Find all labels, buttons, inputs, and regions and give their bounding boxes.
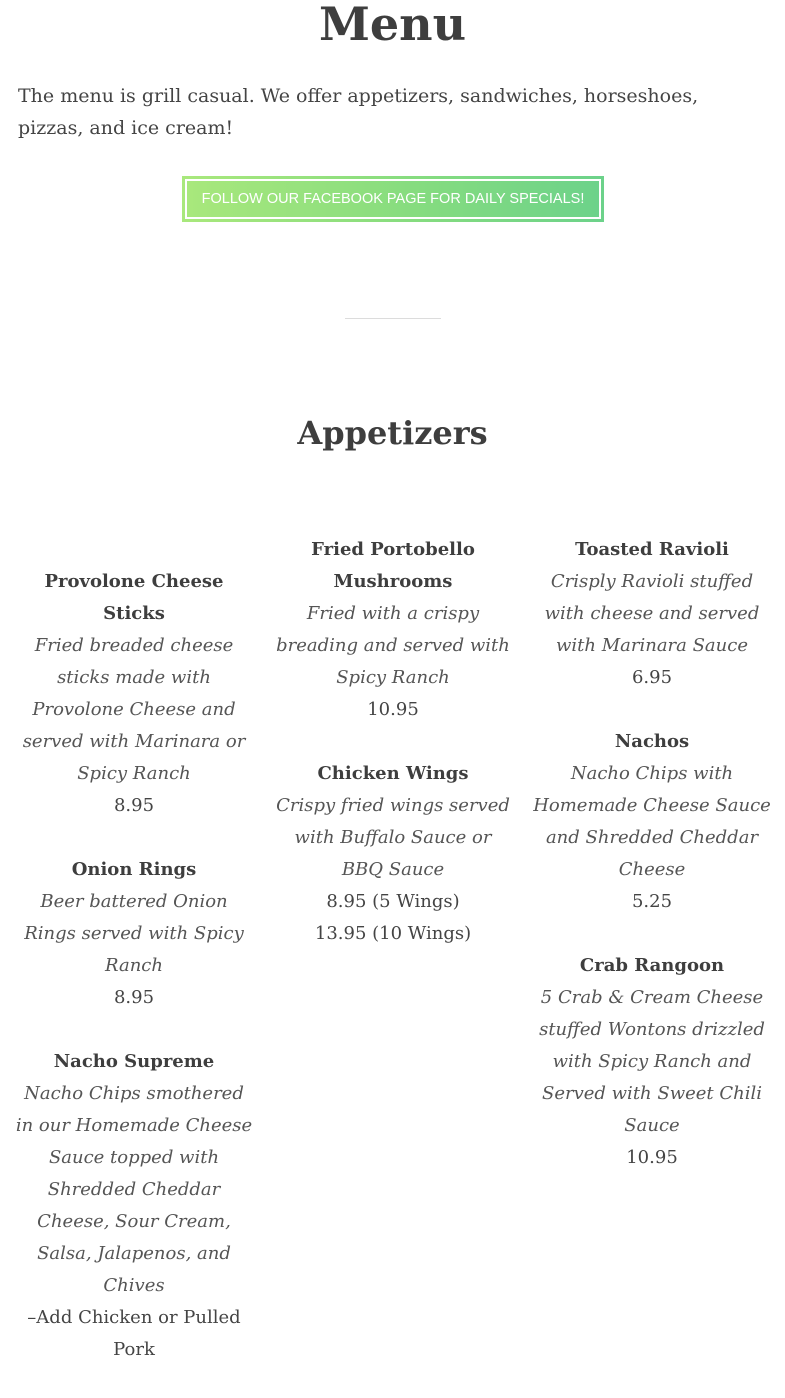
item-price: 5.25 xyxy=(631,891,673,912)
item-name: Fried Portobello Mushrooms xyxy=(311,539,475,592)
item-name: Nacho Supreme xyxy=(53,1051,215,1072)
menu-item xyxy=(532,950,772,1174)
item-description: Crisply Ravioli stuffed with cheese and served with Marinara Sauce xyxy=(544,571,760,656)
item-name: Provolone Cheese Sticks xyxy=(44,571,224,624)
appetizers-column-3 xyxy=(532,534,772,1206)
item-name: Crab Rangoon xyxy=(579,955,725,976)
item-addon: –Add Chicken or Pulled Pork xyxy=(27,1307,241,1360)
item-description: Nacho Chips smothered in our Homemade Cheese Sauce topped with Shredded Cheddar Cheese, Sour Cream, Salsa, Jalapenos, and Chives xyxy=(15,1083,253,1296)
appetizers-heading: Appetizers xyxy=(297,414,488,452)
facebook-button-frame xyxy=(182,176,604,222)
item-name: Toasted Ravioli xyxy=(575,539,729,560)
item-price: 10.95 xyxy=(626,1147,678,1168)
item-price: 8.95 (5 Wings) xyxy=(326,891,460,912)
menu-intro: The menu is grill casual. We offer appetizers, sandwiches, horseshoes, pizzas, and ice cream! xyxy=(18,85,699,139)
facebook-specials-button[interactable]: FOLLOW OUR FACEBOOK PAGE FOR DAILY SPECIALS! xyxy=(185,179,601,219)
appetizers-column-2 xyxy=(273,534,513,982)
item-description: Crispy fried wings served with Buffalo Sauce or BBQ Sauce xyxy=(276,795,510,880)
menu-item xyxy=(14,566,254,822)
item-price: 8.95 xyxy=(113,987,155,1008)
menu-item xyxy=(14,1046,254,1366)
menu-item xyxy=(532,726,772,918)
item-price: 10.95 xyxy=(367,699,419,720)
menu-item xyxy=(273,758,513,950)
item-description: Beer battered Onion Rings served with Spicy Ranch xyxy=(24,891,244,976)
item-name: Onion Rings xyxy=(71,859,197,880)
item-name: Nachos xyxy=(614,731,690,752)
section-divider xyxy=(345,318,441,319)
menu-item xyxy=(273,534,513,726)
appetizers-column-1 xyxy=(14,566,254,1398)
item-price: 6.95 xyxy=(631,667,673,688)
item-description: Nacho Chips with Homemade Cheese Sauce and Shredded Cheddar Cheese xyxy=(533,763,771,880)
page-title: Menu xyxy=(318,0,467,51)
item-price-secondary: 13.95 (10 Wings) xyxy=(314,923,472,944)
menu-item xyxy=(532,534,772,694)
item-price: 8.95 xyxy=(113,795,155,816)
item-description: Fried with a crispy breading and served with Spicy Ranch xyxy=(276,603,510,688)
menu-item xyxy=(14,854,254,1014)
item-description: 5 Crab & Cream Cheese stuffed Wontons drizzled with Spicy Ranch and Served with Sweet Chili Sauce xyxy=(539,987,765,1136)
item-name: Chicken Wings xyxy=(317,763,469,784)
item-description: Fried breaded cheese sticks made with Provolone Cheese and served with Marinara or Spicy Ranch xyxy=(22,635,246,784)
